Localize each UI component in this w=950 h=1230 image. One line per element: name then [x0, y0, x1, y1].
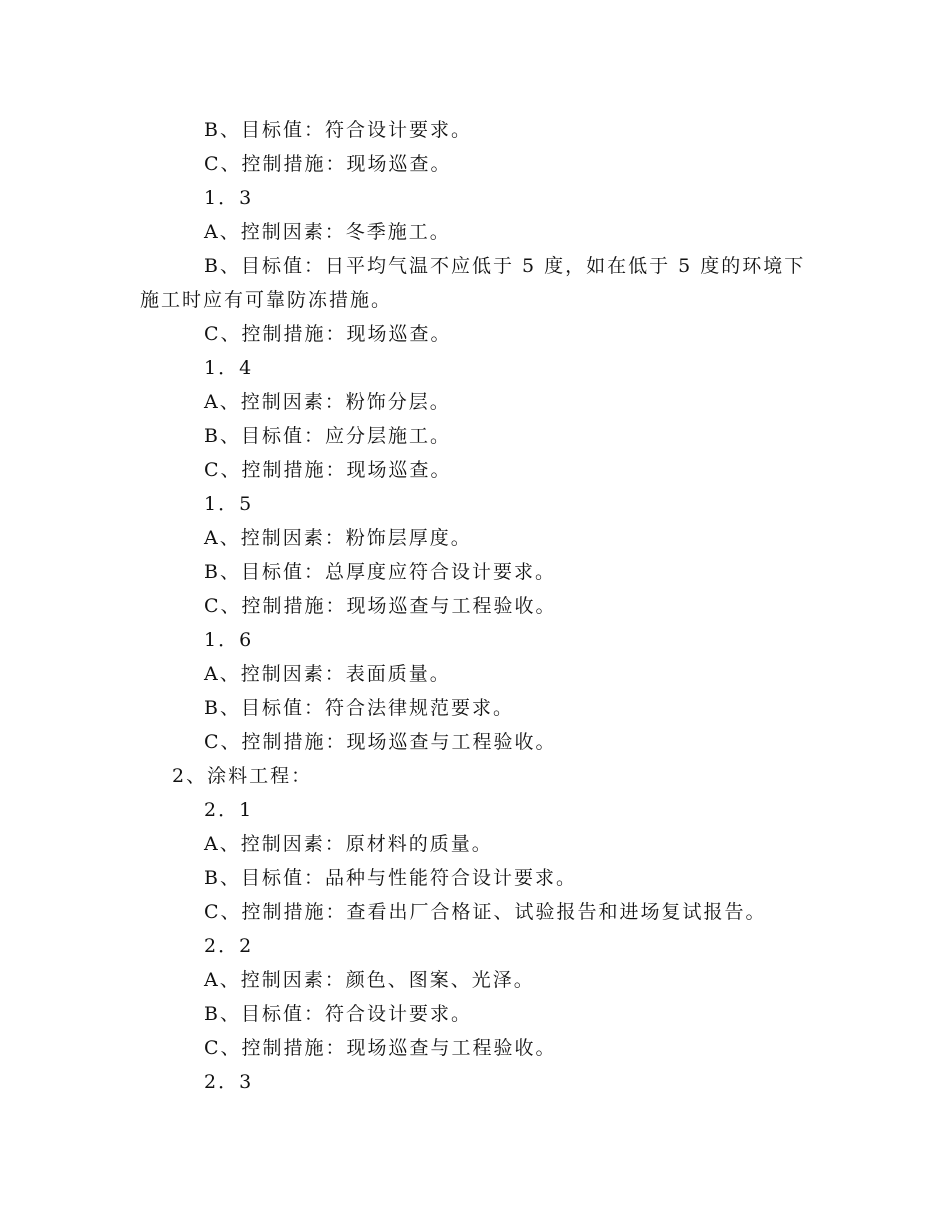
- section-number: 1．4: [204, 357, 254, 379]
- section-number: 2．1: [204, 799, 254, 821]
- text-line: C、控制措施：查看出厂合格证、试验报告和进场复试报告。: [204, 901, 767, 923]
- text-line: B、目标值：品种与性能符合设计要求。: [204, 867, 577, 889]
- text-line: B、目标值：总厚度应符合设计要求。: [204, 561, 556, 583]
- text-line: A、控制因素：颜色、图案、光泽。: [204, 969, 535, 991]
- section-number: 1．3: [204, 187, 254, 209]
- text-line: B、目标值：符合法律规范要求。: [204, 697, 514, 719]
- section-number: 2．2: [204, 935, 254, 957]
- text-line: C、控制措施：现场巡查。: [204, 153, 452, 175]
- text-line: B、目标值：符合设计要求。: [204, 119, 472, 141]
- section-number: 2．3: [204, 1071, 254, 1093]
- text-line: C、控制措施：现场巡查。: [204, 323, 452, 345]
- section-heading: 2、涂料工程：: [172, 765, 313, 787]
- text-line: B、目标值：应分层施工。: [204, 425, 451, 447]
- text-line: C、控制措施：现场巡查。: [204, 459, 452, 481]
- section-number: 1．5: [204, 493, 254, 515]
- text-line: A、控制因素：原材料的质量。: [204, 833, 493, 855]
- text-line: A、控制因素：表面质量。: [204, 663, 451, 685]
- text-line: A、控制因素：冬季施工。: [204, 221, 451, 243]
- text-line: C、控制措施：现场巡查与工程验收。: [204, 595, 557, 617]
- text-line: A、控制因素：粉饰层厚度。: [204, 527, 472, 549]
- document-body: [140, 113, 820, 1099]
- text-line: C、控制措施：现场巡查与工程验收。: [204, 1037, 557, 1059]
- text-line: B、目标值：日平均气温不应低于 5 度，如在低于 5 度的环境下: [204, 255, 806, 277]
- section-number: 1．6: [204, 629, 254, 651]
- text-line-continuation: 施工时应有可靠防冻措施。: [140, 289, 393, 311]
- text-line: B、目标值：符合设计要求。: [204, 1003, 472, 1025]
- text-line: C、控制措施：现场巡查与工程验收。: [204, 731, 557, 753]
- text-line: A、控制因素：粉饰分层。: [204, 391, 451, 413]
